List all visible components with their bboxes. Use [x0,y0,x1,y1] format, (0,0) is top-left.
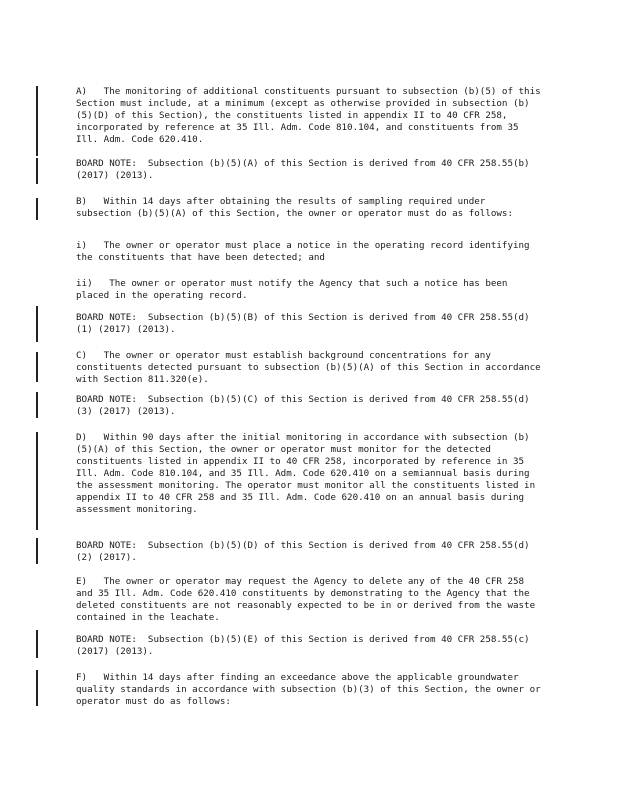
board-note-c: BOARD NOTE: Subsection (b)(5)(C) of this Section is derived from 40 CFR 258.55(d)(3) (2017) (2013). [76,394,530,417]
revision-bar [36,630,38,658]
revision-bar [36,352,38,382]
revision-bar [36,158,38,184]
paragraph-b: B) Within 14 days after obtaining the results of sampling required under subsection (b)(5)(A) of this Section, the owner or operator must do as follows: [76,196,513,219]
revision-bar [36,86,38,156]
paragraph-f: F) Within 14 days after finding an exceedance above the applicable groundwater quality standards in accordance with subsection (b)(3) of this Section, the owner or operator must do as follows: [76,672,547,707]
paragraph-a: A) The monitoring of additional constituents pursuant to subsection (b)(5) of this Section must include, at a minimum (except as otherwise provided in subsection (b)(5)(D) of this Section), the constituents listed in appendix II to 40 CFR 258, incorporated by reference at 35 Ill. Adm. Code 810.104, and constituents from 35 Ill. Adm. Code 620.410. [76,86,547,145]
board-note-e: BOARD NOTE: Subsection (b)(5)(E) of this Section is derived from 40 CFR 258.55(c) (2017) (2013). [76,634,536,657]
paragraph-c: C) The owner or operator must establish background concentrations for any constituents detected pursuant to subsection (b)(5)(A) of this Section in accordance with Section 811.320(e). [76,350,547,385]
board-note-b: BOARD NOTE: Subsection (b)(5)(B) of this Section is derived from 40 CFR 258.55(d)(1) (2017) (2013). [76,312,530,335]
paragraph-b-i: i) The owner or operator must place a notice in the operating record identifying the constituents that have been detected; and [76,240,536,263]
paragraph-e: E) The owner or operator may request the Agency to delete any of the 40 CFR 258 and 35 Ill. Adm. Code 620.410 constituents by demonstrating to the Agency that the deleted constituents are not reasonably expected to be in or derived from the waste contained in the leachate. [76,576,541,623]
board-note-a: BOARD NOTE: Subsection (b)(5)(A) of this Section is derived from 40 CFR 258.55(b) (2017) (2013). [76,158,536,181]
paragraph-d: D) Within 90 days after the initial monitoring in accordance with subsection (b)(5)(A) of this Section, the owner or operator must monitor for the detected constituents listed in appendix II to 40 CFR 258, incorporated by reference in 35 Ill. Adm. Code 810.104, and 35 Ill. Adm. Code 620.410 on a semiannual basis during the assessment monitoring. The operator must monitor all the constituents listed in appendix II to 40 CFR 258 and 35 Ill. Adm. Code 620.410 on an annual basis during assessment monitoring. [76,432,541,515]
revision-bar [36,670,38,706]
revision-bar [36,538,38,564]
paragraph-b-ii: ii) The owner or operator must notify the Agency that such a notice has been placed in the operating record. [76,278,513,301]
revision-bar [36,392,38,418]
revision-bar [36,306,38,342]
board-note-d: BOARD NOTE: Subsection (b)(5)(D) of this Section is derived from 40 CFR 258.55(d)(2) (2017). [76,540,530,563]
revision-bar [36,198,38,220]
revision-bar [36,432,38,530]
